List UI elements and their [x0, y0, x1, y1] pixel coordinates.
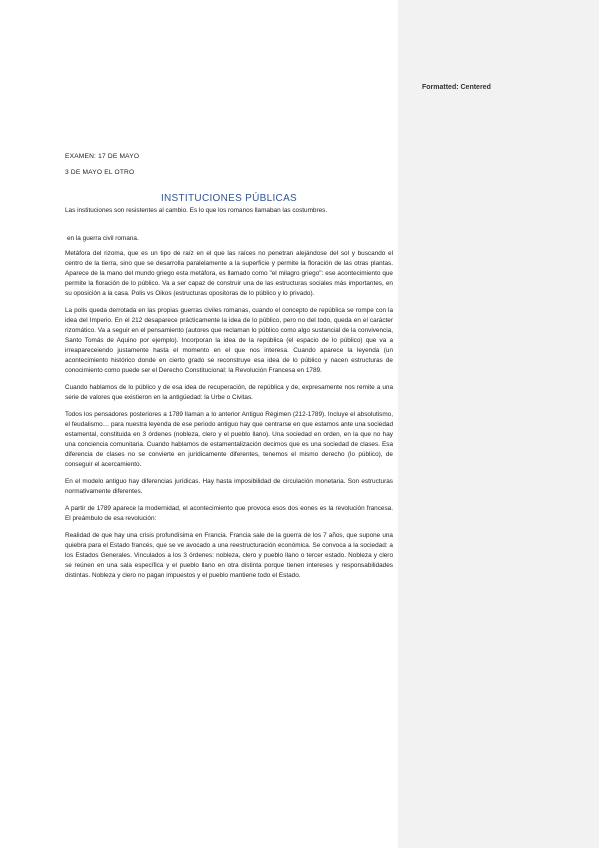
comment-pane [398, 0, 599, 848]
intro-paragraph: Las instituciones son resistentes al cambio. Es lo que los romanos llamaban las costumbres. [65, 207, 328, 214]
paragraph-8: Realidad de que hay una crisis profundísima en Francia. Francia sale de la guerra de los 7 años, que supone una quiebra para el Estado francés, que se ve avocado a una reestructuración económica. Se convoca a la sociedad: a los Estados Generales. Vinculados a los 3 órdenes: nobleza, clero y pueblo llano o tercer estado. Nobleza y clero se reúnen en una sala específica y el pueblo llano en otra distinta porque tienen intereses y responsabilidades distintas. Nobleza y clero no pagan impuestos y el pueblo mantiene todo el Estado. [65, 532, 393, 579]
paragraph-7: A partir de 1789 aparece la modernidad, el acontecimiento que provoca esos dos eones es la revolución francesa. El preámbulo de esa revolución: [65, 505, 393, 522]
paragraph-4: Cuando hablamos de lo público y de esa idea de recuperación, de república y de, expresamente nos remite a una serie de valores que existieron en la antigüedad: la Urbe o Civitas. [65, 384, 393, 401]
paragraph-3: La polis queda derrotada en las propias guerras civiles romanas, cuando el concepto de república se rompe con la idea del Imperio. En el 212 desaparece prácticamente la idea de lo público, pero no del todo, queda en el carácter rizomático. Va a seguir en el pensamiento (autores que reclaman lo público como algo sustancial de la convivencia, Santo Tomás de Aquino por ejemplo). Incorporan la idea de la república (el espacio de lo público) que va a irreapareceiendo justamente hasta el momento en el que nos interesa. Cuando aparece la leyenda (un acontecimiento histórico donde en cierto grado se reconstruye esa idea de lo público y nacen estructuras de conocimiento como puede ser el Derecho Constitucional: la Revolución Francesa en 1789. [65, 307, 393, 374]
comment-title: Formatted: Centered [422, 84, 491, 91]
document-body [65, 152, 393, 588]
exam-date-line: EXAMEN: 17 DE MAYO [65, 153, 140, 160]
paragraph-6: En el modelo antiguo hay diferencias jurídicas. Hay hasta imposibilidad de circulación monetaria. Son estructuras normativamente diferentes. [65, 478, 393, 495]
document-title: INSTITUCIONES PÚBLICAS [160, 193, 298, 204]
paragraph-5: Todos los pensadores posteriores a 1789 llaman a lo anterior Antiguo Régimen (212-1789). Incluye el absolutismo, el feudalismo… para nuestra leyenda de ese periodo antiguo hay que centrarse en que estamos ante una sociedad estamental, constituida en 3 órdenes (nobleza, clero y el pueblo llano). Una sociedad en orden, en la que no hay una conciencia comunitaria. Cuando hablamos de estamentalización decimos que es una sociedad de clases. Esa diferencia de clases no se convierte en jurídicamente diferentes, tenemos el mismo derecho (lo público), de conseguir el acercamiento. [65, 411, 393, 468]
second-date-line: 3 DE MAYO EL OTRO [65, 169, 135, 176]
paragraph-1: en la guerra civil romana. [67, 235, 139, 242]
paragraph-2: Metáfora del rizoma, que es un tipo de raíz en el que las raíces no penetran alejándose del sol y buscando el centro de la tierra, sino que se desarrolla paralelamente a la superficie y permite la floración de las otras plantas. Aparece de la mano del mundo griego esta metáfora, es llamado como "el milagro griego": ese acontecimiento que permite la floración de lo público. Va a ser capaz de construir una de las estructuras sociales más importantes, en su oposición a la casa. Polis vs Oikos (estructuras opositoras de lo público y lo privado). [65, 250, 393, 297]
